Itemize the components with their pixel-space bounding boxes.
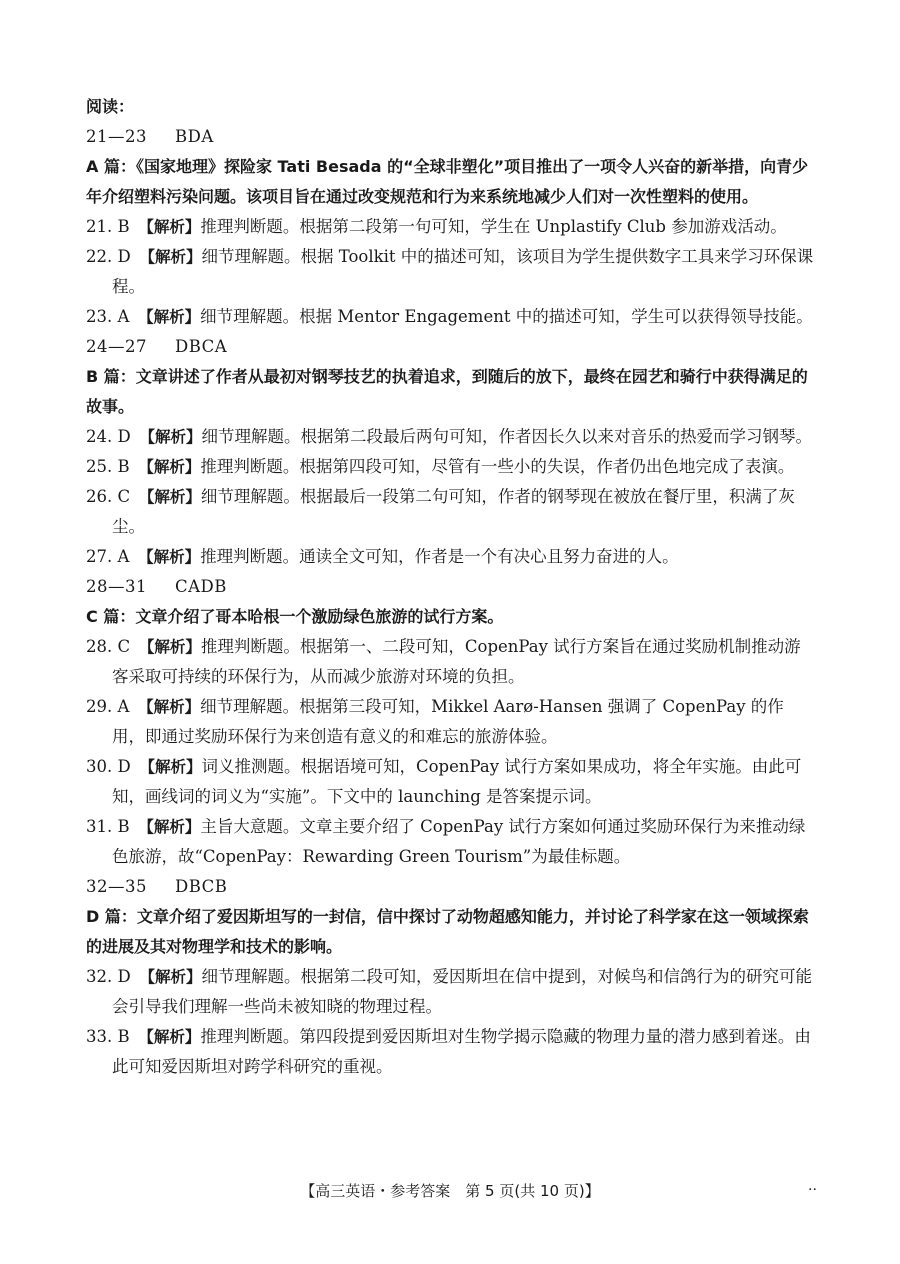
group-answers: CADB: [175, 577, 227, 596]
item-text: 推理判断题。根据第四段可知，尽管有一些小的失误，作者仍出色地完成了表演。: [200, 457, 795, 476]
item-text: 推理判断题。根据第一、二段可知，CopenPay 试行方案旨在通过奖励机制推动游客采取可持续的环保行为，从而减少旅游对环境的负担。: [112, 637, 801, 686]
item-text: 推理判断题。第四段提到爱因斯坦对生物学揭示隐藏的物理力量的潜力感到着迷。由此可知爱因斯坦对跨学科研究的重视。: [112, 1027, 811, 1076]
explanation-item: [86, 302, 816, 332]
answer-group: [86, 872, 816, 902]
page-content: [86, 92, 816, 1082]
section-heading: 阅读：: [86, 97, 135, 116]
item-tag: 【解析】: [146, 218, 201, 236]
answer-group: [86, 572, 816, 602]
item-number: 33. B: [86, 1027, 130, 1046]
passage-summary: [86, 362, 816, 422]
summary-text: 文章讲述了作者从最初对钢琴技艺的执着追求，到随后的放下，最终在园艺和骑行中获得满足的故事。: [86, 367, 808, 416]
item-number: 21. B: [86, 217, 130, 236]
summary-text: 《国家地理》探险家 Tati Besada 的“全球非塑化”项目推出了一项令人兴奋的新举措，向青少年介绍塑料污染问题。该项目旨在通过改变规范和行为来系统地减少人们对一次性塑料的使用。: [86, 157, 809, 206]
explanation-item: [86, 812, 816, 872]
item-text: 细节理解题。根据最后一段第二句可知，作者的钢琴现在被放在餐厅里，积满了灰尘。: [112, 487, 795, 536]
item-number: 31. B: [86, 817, 130, 836]
passage-summary: [86, 902, 816, 962]
item-tag: 【解析】: [146, 638, 201, 656]
summary-text: 文章介绍了哥本哈根一个激励绿色旅游的试行方案。: [135, 607, 504, 626]
passage-section-b: [86, 332, 816, 572]
item-tag: 【解析】: [147, 428, 202, 446]
group-range: 24—27: [86, 337, 147, 356]
item-tag: 【解析】: [145, 308, 201, 326]
item-tag: 【解析】: [147, 968, 202, 986]
item-tag: 【解析】: [147, 758, 202, 776]
group-answers: BDA: [175, 127, 214, 146]
item-text: 主旨大意题。文章主要介绍了 CopenPay 试行方案如何通过奖励环保行为来推动绿色旅游，故“CopenPay：Rewarding Green Tourism”为最佳标题。: [112, 817, 806, 866]
corner-mark: ..: [808, 1178, 817, 1194]
group-answers: DBCA: [175, 337, 228, 356]
item-number: 22. D: [86, 247, 131, 266]
group-range: 28—31: [86, 577, 147, 596]
page-footer: 【高三英语・参考答案 第 5 页(共 10 页)】: [300, 1182, 600, 1200]
summary-label: B 篇：: [86, 367, 136, 386]
item-text: 推理判断题。通读全文可知，作者是一个有决心且努力奋进的人。: [200, 547, 679, 566]
group-range: 21—23: [86, 127, 147, 146]
explanation-item: [86, 242, 816, 302]
item-text: 细节理解题。根据 Toolkit 中的描述可知，该项目为学生提供数字工具来学习环保课程。: [112, 247, 814, 296]
item-number: 26. C: [86, 487, 131, 506]
explanation-item: [86, 542, 816, 572]
item-tag: 【解析】: [146, 488, 201, 506]
item-text: 词义推测题。根据语境可知，CopenPay 试行方案如果成功，将全年实施。由此可知，画线词的词义为“实施”。下文中的 launching 是答案提示词。: [112, 757, 802, 806]
explanation-item: [86, 482, 816, 542]
item-text: 细节理解题。根据第二段可知，爱因斯坦在信中提到，对候鸟和信鸽行为的研究可能会引导我们理解一些尚未被知晓的物理过程。: [112, 967, 812, 1016]
explanation-item: [86, 752, 816, 812]
item-number: 27. A: [86, 547, 130, 566]
item-tag: 【解析】: [146, 1028, 201, 1046]
item-number: 28. C: [86, 637, 131, 656]
item-text: 细节理解题。根据第二段最后两句可知，作者因长久以来对音乐的热爱而学习钢琴。: [201, 427, 812, 446]
item-tag: 【解析】: [145, 698, 201, 716]
item-number: 25. B: [86, 457, 130, 476]
item-number: 32. D: [86, 967, 131, 986]
item-tag: 【解析】: [145, 548, 201, 566]
item-tag: 【解析】: [147, 248, 202, 266]
passage-section-d: [86, 872, 816, 1082]
explanation-item: [86, 962, 816, 1022]
passage-summary: [86, 602, 816, 632]
item-text: 细节理解题。根据 Mentor Engagement 中的描述可知，学生可以获得领导技能。: [200, 307, 813, 326]
item-tag: 【解析】: [146, 458, 201, 476]
summary-label: D 篇：: [86, 907, 137, 926]
summary-label: C 篇：: [86, 607, 136, 626]
item-number: 23. A: [86, 307, 130, 326]
item-number: 24. D: [86, 427, 131, 446]
passage-summary: [86, 152, 816, 212]
explanation-item: [86, 212, 816, 242]
item-tag: 【解析】: [146, 818, 201, 836]
item-text: 推理判断题。根据第二段第一句可知，学生在 Unplastify Club 参加游戏活动。: [200, 217, 787, 236]
passage-section-c: [86, 572, 816, 872]
summary-label: A 篇：: [86, 157, 136, 176]
group-answers: DBCB: [175, 877, 228, 896]
summary-text: 文章介绍了爱因斯坦写的一封信，信中探讨了动物超感知能力，并讨论了科学家在这一领域探索的进展及其对物理学和技术的影响。: [86, 907, 809, 956]
answer-group: [86, 332, 816, 362]
explanation-item: [86, 692, 816, 752]
answer-group: [86, 122, 816, 152]
explanation-item: [86, 452, 816, 482]
group-range: 32—35: [86, 877, 147, 896]
explanation-item: [86, 632, 816, 692]
passage-section-a: [86, 122, 816, 332]
item-number: 29. A: [86, 697, 130, 716]
explanation-item: [86, 422, 816, 452]
explanation-item: [86, 1022, 816, 1082]
item-number: 30. D: [86, 757, 131, 776]
item-text: 细节理解题。根据第三段可知，Mikkel Aarø-Hansen 强调了 CopenPay 的作用，即通过奖励环保行为来创造有意义的和难忘的旅游体验。: [112, 697, 784, 746]
